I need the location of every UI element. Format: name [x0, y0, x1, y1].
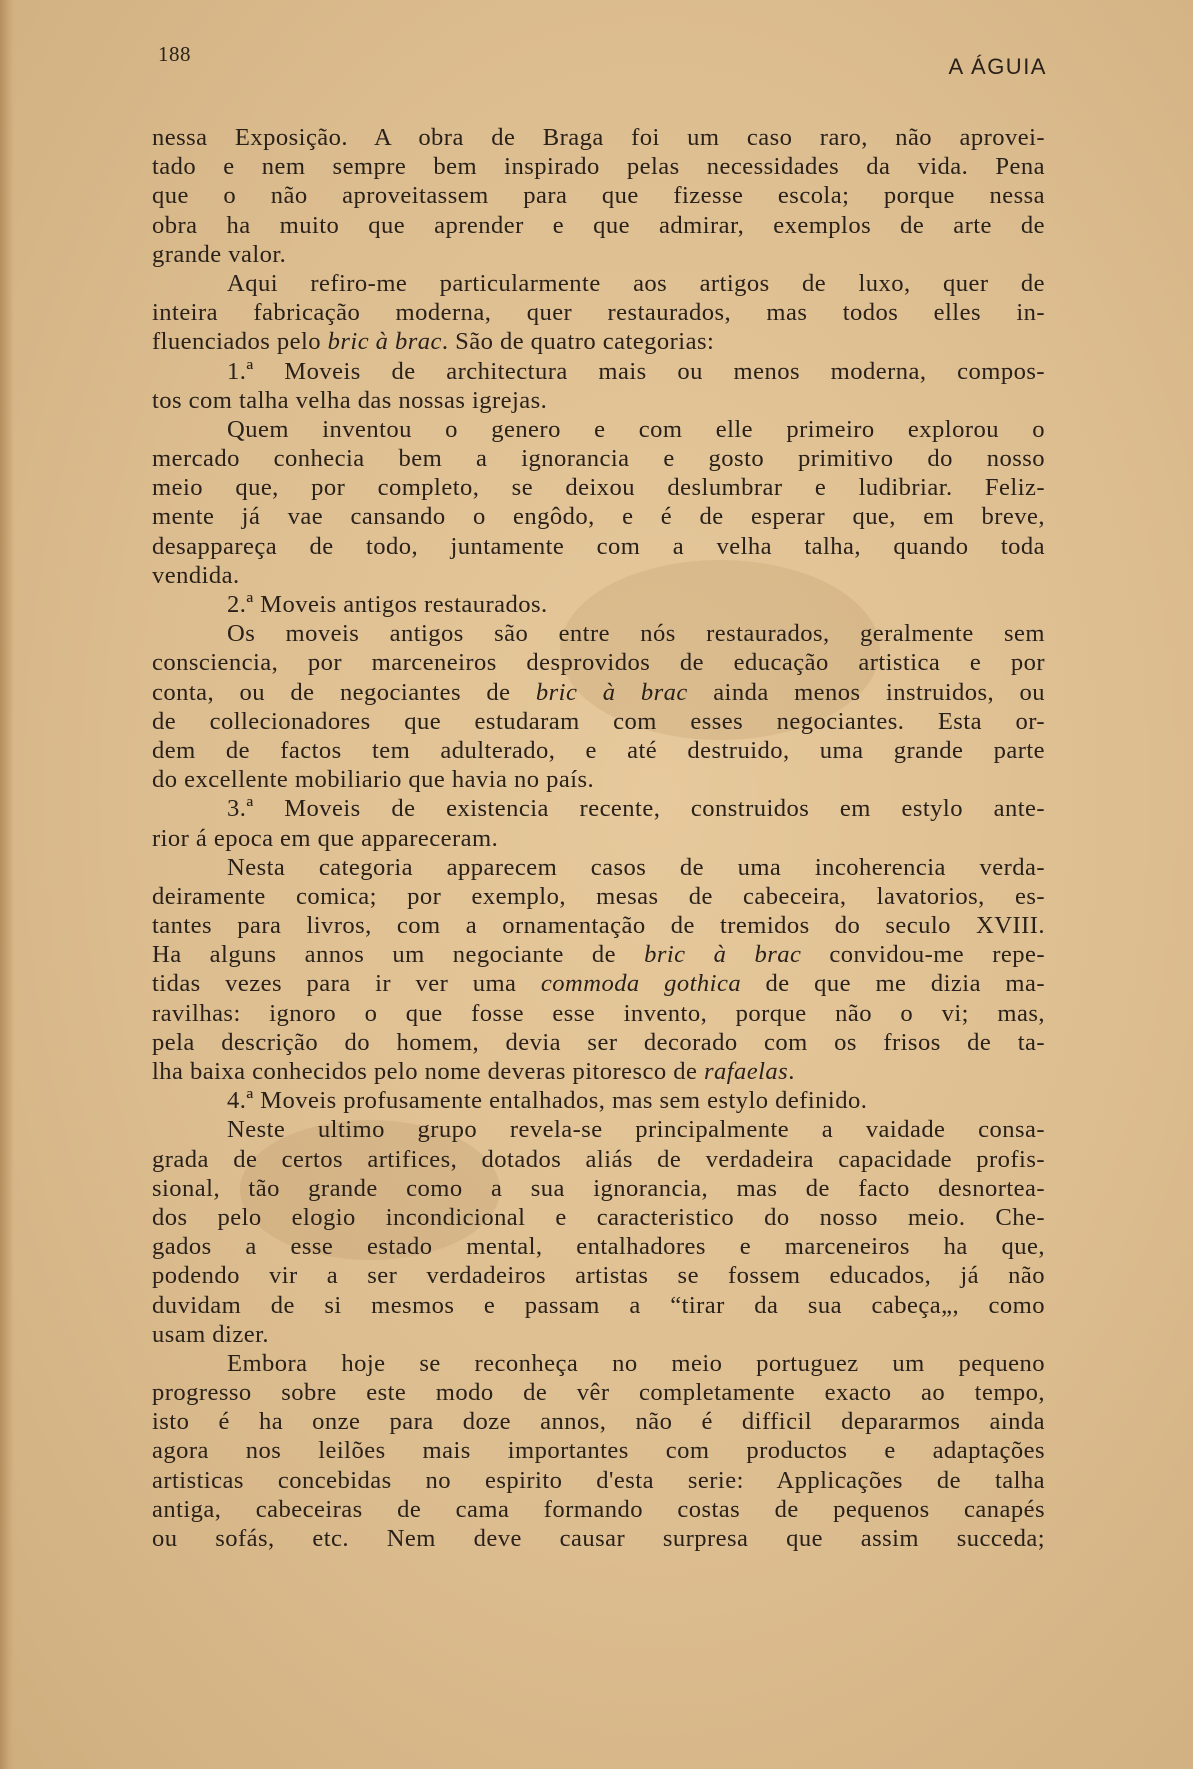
text-line: agora nos leilões mais importantes com productos e adaptações [152, 1437, 1045, 1465]
text-line: mente já vae cansando o engôdo, e é de esperar que, em breve, [152, 503, 1045, 531]
text-line: do excellente mobiliario que havia no país. [152, 766, 595, 794]
text-line: tantes para livros, com a ornamentação de tremidos do seculo XVIII. [152, 912, 1045, 940]
text-segment: de que me dizia ma- [741, 970, 1045, 998]
text-segment: tidas vezes para ir ver uma [152, 970, 541, 998]
text-line: artisticas concebidas no espirito d'esta serie: Applicações de talha [152, 1466, 1045, 1494]
text-line: 2.ª Moveis antigos restaurados. [227, 591, 548, 618]
text-line [152, 940, 1045, 969]
text-line: tado e nem sempre bem inspirado pelas necessidades da vida. Pena [152, 153, 1045, 181]
text-line: meio que, por completo, se deixou deslumbrar e ludibriar. Feliz- [152, 474, 1045, 502]
text-line: 3.ª Moveis de existencia recente, construidos em estylo ante- [227, 795, 1045, 823]
italic-term: bric à brac [327, 328, 442, 356]
text-line: usam dizer. [152, 1320, 269, 1348]
text-segment: ainda menos instruidos, ou [687, 678, 1045, 706]
text-line: de collecionadores que estudaram com esses negociantes. Esta or- [152, 707, 1045, 735]
italic-term: bric à brac [535, 678, 688, 706]
text-line: podendo vir a ser verdadeiros artistas se fossem educados, já não [152, 1262, 1045, 1290]
text-line: 4.ª Moveis profusamente entalhados, mas sem estylo definido. [227, 1087, 868, 1115]
text-line: Quem inventou o genero e com elle primeiro explorou o [227, 415, 1045, 443]
text-line: sional, tão grande como a sua ignorancia, mas de facto desnortea- [152, 1174, 1045, 1202]
italic-term: rafaelas [703, 1058, 789, 1085]
text-line: 1.ª Moveis de architectura mais ou menos moderna, compos- [227, 357, 1045, 385]
text-segment: conta, ou de negociantes de [152, 678, 536, 706]
text-line: dem de factos tem adulterado, e até destruido, uma grande parte [152, 736, 1045, 764]
text-line: mercado conhecia bem a ignorancia e gosto primitivo do nosso [152, 445, 1045, 473]
text-segment: fluenciados pelo [152, 328, 328, 356]
text-line [152, 327, 1045, 356]
text-line: antiga, cabeceiras de cama formando costas de pequenos canapés [152, 1495, 1045, 1523]
text-segment: . São de quatro categorias: [441, 328, 715, 356]
text-segment: lha baixa conhecidos pelo nome deveras pitoresco de [152, 1058, 704, 1085]
text-line: consciencia, por marceneiros desprovidos de educação artistica e por [152, 649, 1045, 677]
text-line: gados a esse estado mental, entalhadores e marceneiros ha que, [152, 1233, 1045, 1261]
text-line [152, 969, 1045, 998]
page-header [158, 42, 1047, 82]
text-line [152, 678, 1045, 707]
text-line: isto é ha onze para doze annos, não é difficil depararmos ainda [152, 1408, 1045, 1436]
text-line: pela descrição do homem, devia ser decorado com os frisos de ta- [152, 1028, 1045, 1056]
text-line: ou sofás, etc. Nem deve causar surpresa que assim succeda; [152, 1525, 1045, 1552]
text-segment: Ha alguns annos um negociante de [152, 941, 645, 969]
text-line [152, 1057, 1045, 1086]
text-line: progresso sobre este modo de vêr completamente exacto ao tempo, [152, 1379, 1045, 1407]
text-segment: . [788, 1058, 795, 1085]
page-number: 188 [158, 42, 191, 66]
running-title: A ÁGUIA [948, 54, 1047, 79]
text-line: Os moveis antigos são entre nós restaurados, geralmente sem [227, 620, 1045, 648]
text-line: ravilhas: ignoro o que fosse esse invento, porque não o vi; mas, [152, 999, 1045, 1027]
text-line: Embora hoje se reconheça no meio portuguez um pequeno [227, 1349, 1045, 1377]
text-line: duvidam de si mesmos e passam a “tirar da sua cabeça„, como [152, 1291, 1045, 1319]
text-line: Aqui refiro-me particularmente aos artigos de luxo, quer de [227, 269, 1045, 297]
text-line: nessa Exposição. A obra de Braga foi um caso raro, não aprovei- [152, 124, 1045, 151]
text-line: rior á epoca em que appareceram. [152, 824, 499, 852]
text-line: que o não aproveitassem para que fizesse escola; porque nessa [152, 182, 1045, 210]
italic-term: bric à brac [644, 941, 802, 969]
text-line: desappareça de todo, juntamente com a velha talha, quando toda [152, 532, 1045, 560]
text-line: inteira fabricação moderna, quer restaurados, mas todos elles in- [152, 299, 1045, 327]
text-line: obra ha muito que aprender e que admirar, exemplos de arte de [152, 211, 1045, 239]
text-line: Neste ultimo grupo revela-se principalmente a vaidade consa- [227, 1116, 1045, 1144]
text-line: tos com talha velha das nossas igrejas. [152, 386, 548, 414]
binding-edge [0, 0, 14, 1769]
italic-term: commoda gothica [540, 970, 742, 998]
text-segment: convidou-me repe- [801, 941, 1045, 969]
body-text [152, 123, 1045, 1553]
text-line: grada de certos artifices, dotados aliás de verdadeira capacidade profis- [152, 1145, 1045, 1173]
text-line: dos pelo elogio incondicional e caracteristico do nosso meio. Che- [152, 1203, 1045, 1231]
text-line: vendida. [152, 561, 240, 589]
text-line: Nesta categoria apparecem casos de uma incoherencia verda- [227, 853, 1045, 881]
text-line: grande valor. [152, 240, 287, 268]
text-line: deiramente comica; por exemplo, mesas de cabeceira, lavatorios, es- [152, 882, 1045, 910]
